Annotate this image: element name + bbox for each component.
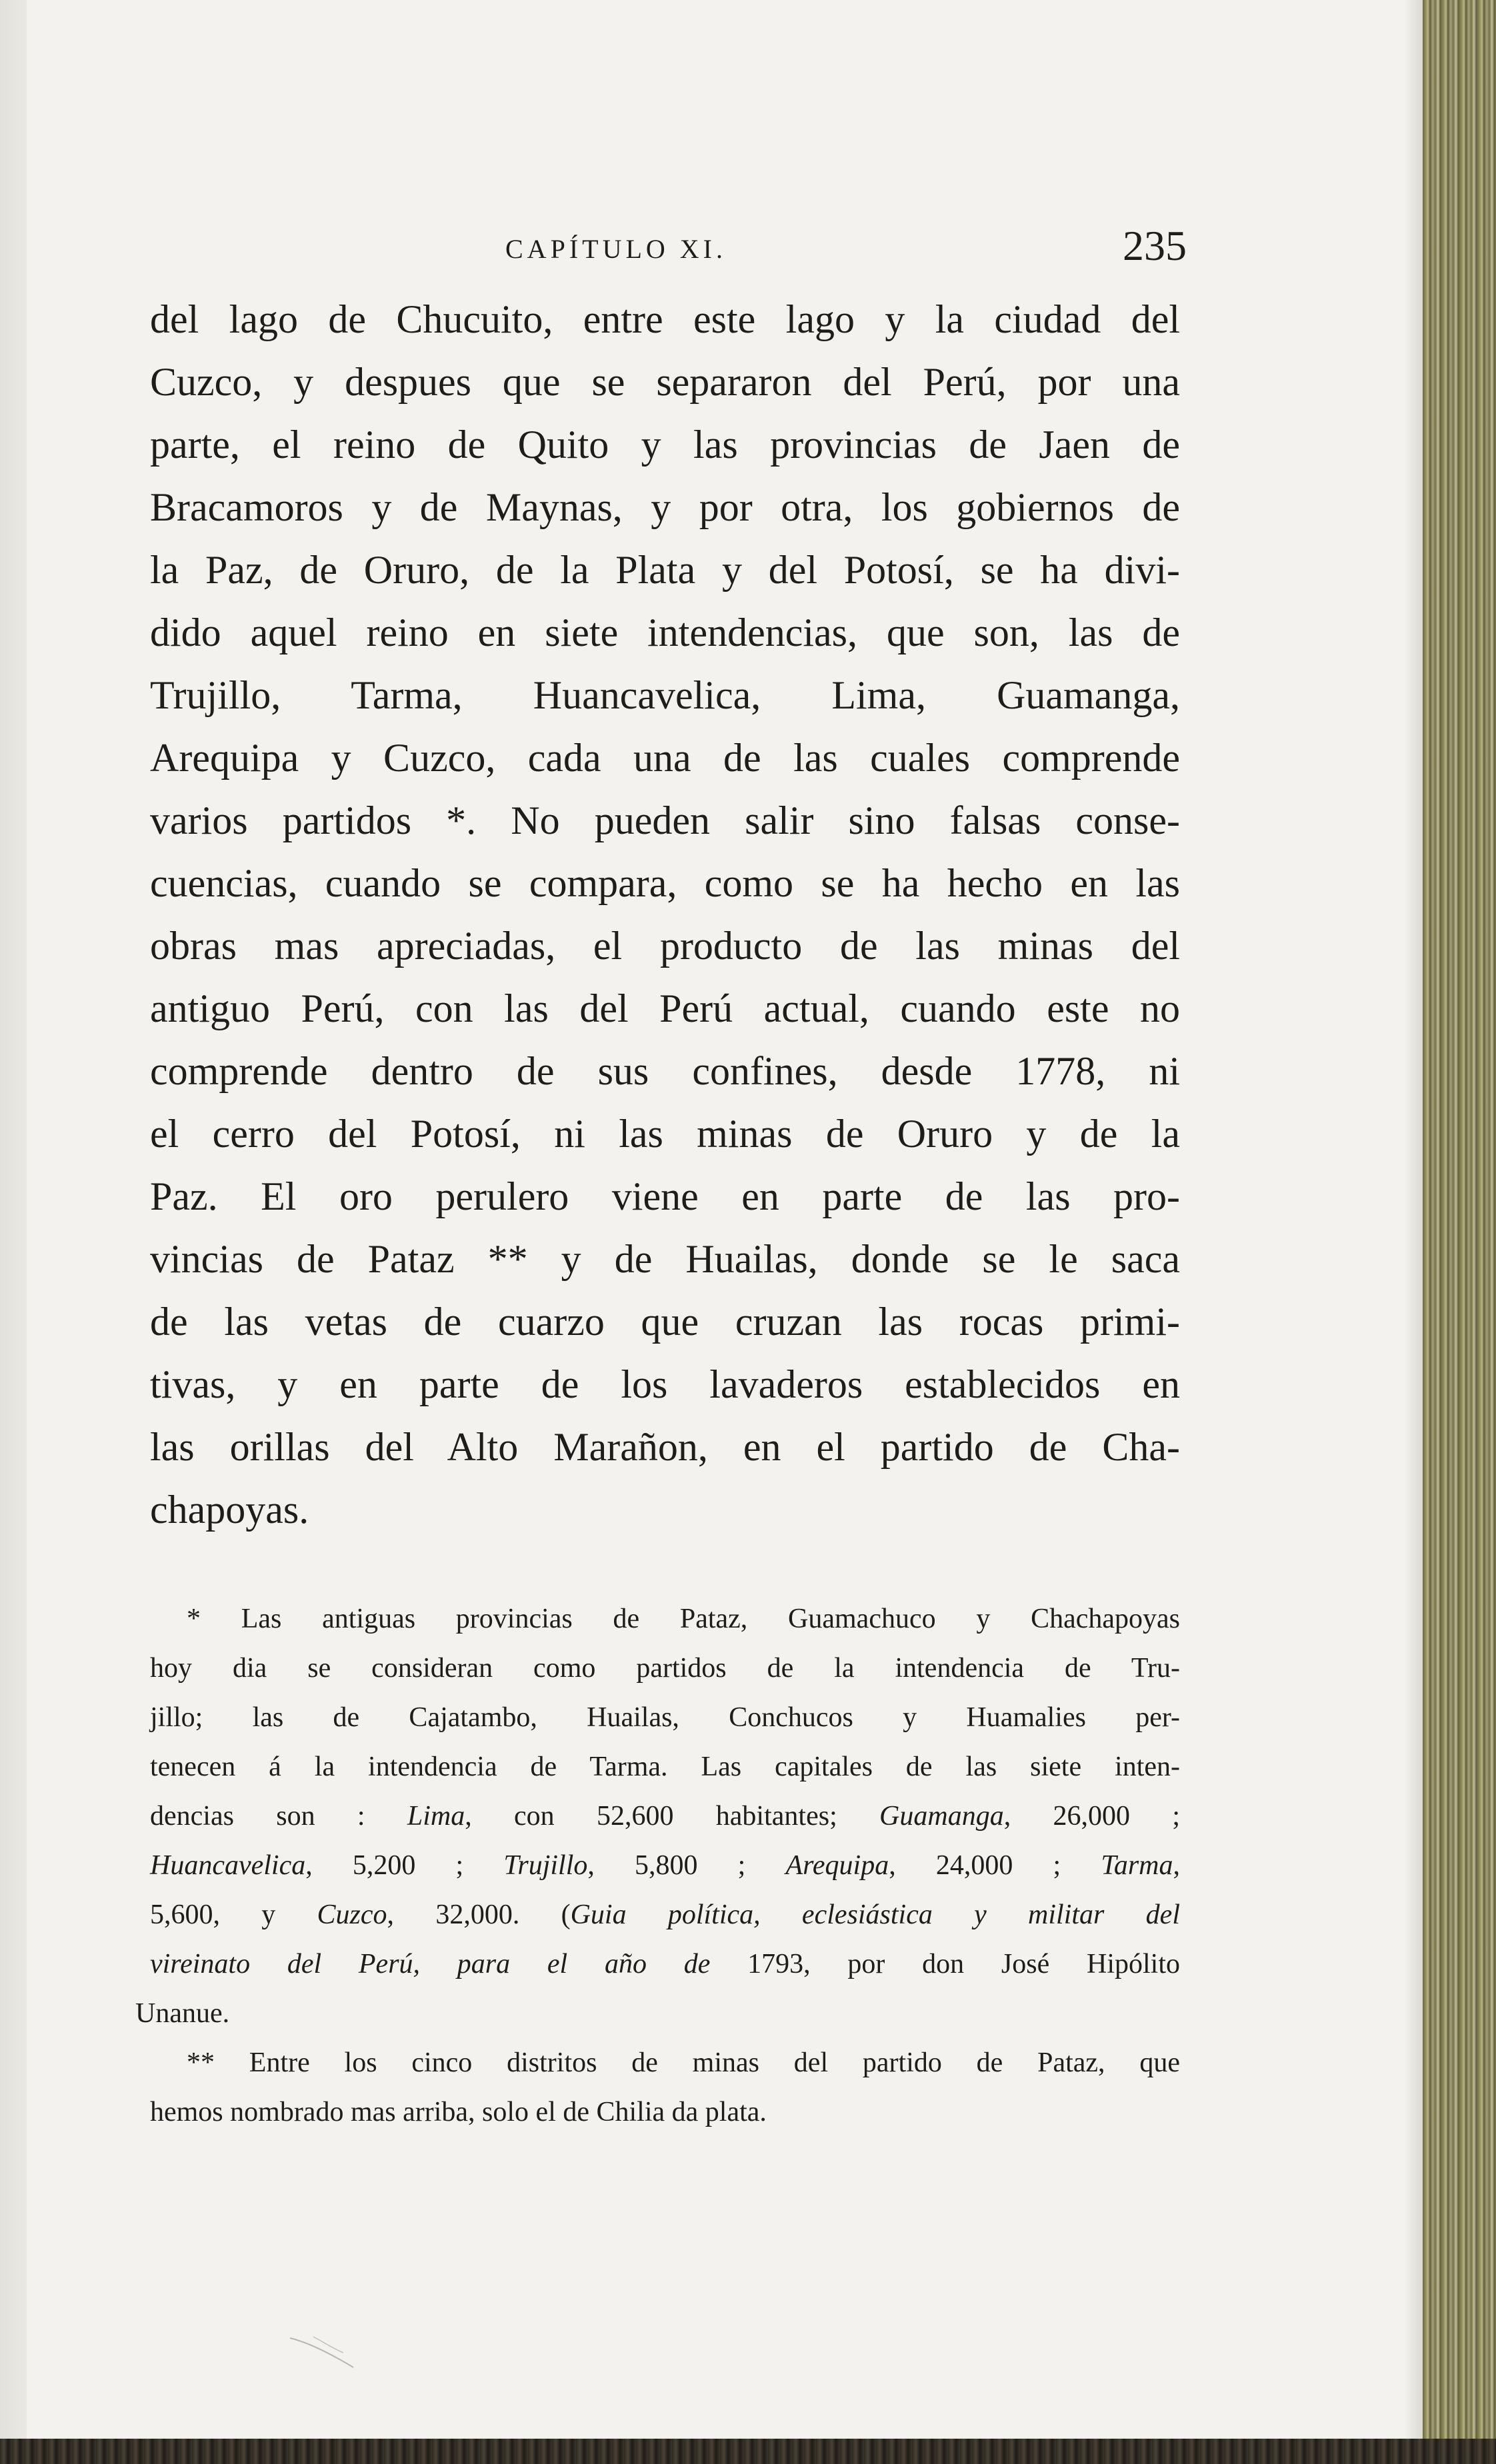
text-line: Paz. El oro perulero viene en parte de las pro- — [150, 1174, 1180, 1218]
text-line: Arequipa y Cuzco, cada una de las cuales comprende — [150, 736, 1180, 780]
footnote-italic: Arequipa — [785, 1850, 889, 1881]
footnote-italic: Lima — [407, 1801, 465, 1832]
footnote-text: , 32,000. ( — [387, 1899, 571, 1930]
text-line: varios partidos *. No pueden salir sino falsas conse- — [150, 798, 1180, 842]
footnote-italic: Tarma — [1101, 1850, 1173, 1881]
text-line: antiguo Perú, con las del Perú actual, cuando este no — [150, 986, 1180, 1030]
text-line: tivas, y en parte de los lavaderos establecidos en — [150, 1362, 1180, 1406]
text-line: chapoyas. — [150, 1488, 309, 1532]
footnote-text: dencias son : — [150, 1801, 407, 1832]
footnote-1-line — [150, 1841, 1180, 1890]
text-line: de las vetas de cuarzo que cruzan las rocas primi- — [150, 1300, 1180, 1344]
footnote-1-line — [150, 1792, 1180, 1841]
text-line: del lago de Chucuito, entre este lago y la ciudad del — [150, 297, 1180, 341]
text-line: vincias de Pataz ** y de Huailas, donde se le saca — [150, 1237, 1180, 1281]
page-curl-shadow — [1404, 0, 1424, 2464]
footnote-1-line: Unanue. — [135, 1998, 230, 2029]
text-line: la Paz, de Oruro, de la Plata y del Potosí, se ha divi- — [150, 548, 1180, 592]
footnote-text: , con 52,600 habitantes; — [465, 1801, 880, 1832]
footnote-1-line — [150, 1890, 1180, 1939]
text-line: cuencias, cuando se compara, como se ha hecho en las — [150, 861, 1180, 905]
chapter-title: CAPÍTULO XI. — [505, 234, 727, 264]
book-fore-edge — [1423, 0, 1496, 2464]
pencil-mark — [287, 2333, 360, 2373]
footnote-italic: Trujillo — [503, 1850, 588, 1881]
footnote-italic: Cuzco — [317, 1899, 387, 1930]
footnote-italic: Guia política, eclesiástica y militar del — [570, 1899, 1180, 1930]
page-number: 235 — [1123, 222, 1187, 269]
text-line: Bracamoros y de Maynas, y por otra, los gobiernos de — [150, 485, 1180, 529]
footnote-1-line: hoy dia se consideran como partidos de la intendencia de Tru- — [150, 1653, 1180, 1684]
footnote-2-line: ** Entre los cinco distritos de minas del partido de Pataz, que — [187, 2047, 1180, 2078]
footnote-italic: Huancavelica — [150, 1850, 306, 1881]
text-line: las orillas del Alto Marañon, en el partido de Cha- — [150, 1425, 1180, 1469]
text-line: dido aquel reino en siete intendencias, que son, las de — [150, 611, 1180, 654]
footnote-text: , 24,000 ; — [889, 1850, 1101, 1881]
footnote-italic: vireinato del Perú, para el año de — [150, 1949, 711, 1979]
footnote-2-line: hemos nombrado mas arriba, solo el de Chilia da plata. — [150, 2097, 767, 2127]
text-line: Cuzco, y despues que se separaron del Perú, por una — [150, 360, 1180, 404]
footnotes — [135, 1594, 1181, 2137]
footnote-1-line: tenecen á la intendencia de Tarma. Las capitales de las siete inten- — [150, 1752, 1180, 1782]
footnote-1-line: jillo; las de Cajatambo, Huailas, Conchucos y Huamalies per- — [150, 1702, 1180, 1733]
footnote-text: 5,600, y — [150, 1899, 317, 1930]
text-line: comprende dentro de sus confines, desde 1778, ni — [150, 1049, 1180, 1093]
footnote-italic: Guamanga — [879, 1801, 1004, 1832]
text-line: el cerro del Potosí, ni las minas de Oruro y de la — [150, 1112, 1180, 1156]
footnote-text: 1793, por don José Hipólito — [710, 1949, 1181, 1979]
footnote-text: , 5,200 ; — [305, 1850, 504, 1881]
footnote-text: , — [1173, 1850, 1180, 1881]
body-paragraph — [150, 288, 1180, 1541]
footnote-1-line — [150, 1939, 1180, 1989]
footnote-text: , 5,800 ; — [587, 1850, 786, 1881]
running-head — [153, 222, 1187, 287]
text-line: parte, el reino de Quito y las provincias de Jaen de — [150, 423, 1180, 467]
text-line: Trujillo, Tarma, Huancavelica, Lima, Guamanga, — [150, 673, 1180, 717]
footnote-1-line: * Las antiguas provincias de Pataz, Guamachuco y Chachapoyas — [187, 1604, 1180, 1634]
text-line: obras mas apreciadas, el producto de las minas del — [150, 924, 1180, 968]
footnote-text: , 26,000 ; — [1003, 1801, 1180, 1832]
book-bottom-edge — [0, 2439, 1496, 2464]
